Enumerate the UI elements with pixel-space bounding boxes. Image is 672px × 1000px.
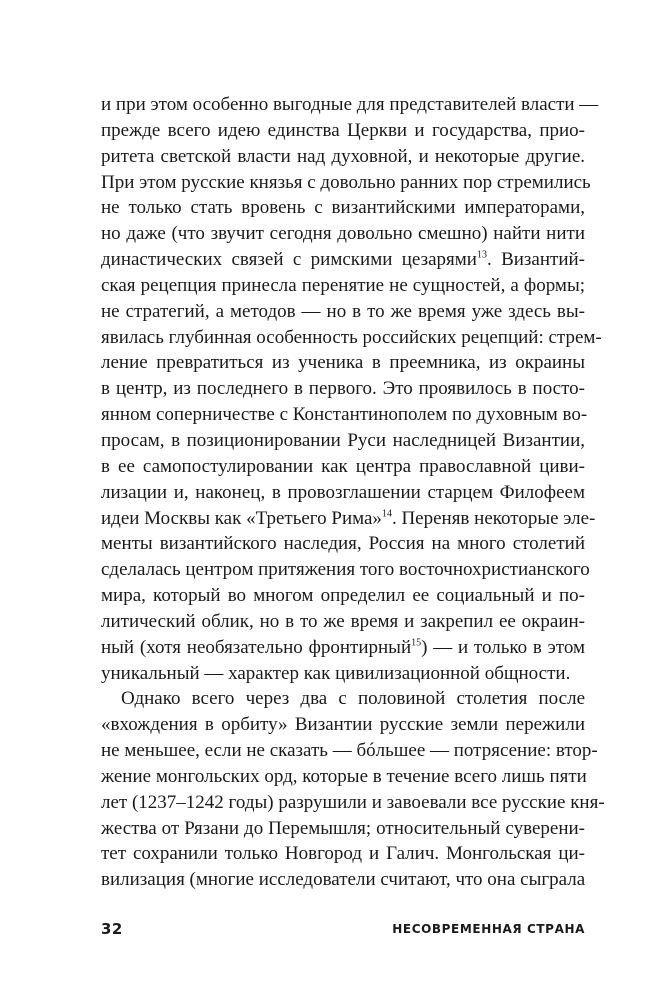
text-line: просам, в позиционировании Руси наследницей Византии,	[101, 429, 585, 451]
text-line: не меньшее, если не сказать — бóльшее — потрясение: втор-	[101, 740, 598, 762]
text-line	[101, 247, 585, 273]
text-line: ление превратиться из ученика в преемника, из окраины	[101, 352, 585, 374]
text-line: жение монгольских орд, которые в течение всего лишь пяти	[101, 765, 587, 787]
page-footer	[101, 920, 585, 940]
text-segment: . Византий-	[486, 249, 586, 271]
footnote-marker: 13	[476, 249, 487, 261]
text-line: в центр, из последнего в первого. Это проявилось в посто-	[101, 378, 585, 400]
text-line	[101, 635, 585, 661]
text-line: ская рецепция принесла перенятие не сущностей, а формы;	[101, 274, 585, 296]
text-line: не только стать вровень с византийскими императорами,	[101, 197, 585, 219]
text-line: не стратегий, а методов — но в то же время уже здесь вы-	[101, 300, 585, 322]
page-number: 32	[101, 920, 123, 938]
main-text	[101, 92, 605, 893]
text-line: тет сохранили только Новгород и Галич. Монгольская ци-	[101, 843, 585, 865]
text-line: жества от Рязани до Перемышля; относительный суверени-	[101, 817, 585, 839]
text-segment: династических связей с римскими цезарями	[101, 249, 477, 271]
text-line: янном соперничестве с Константинополем по духовным во-	[101, 404, 588, 426]
running-title: НЕСОВРЕМЕННАЯ СТРАНА	[392, 922, 585, 936]
footnote-marker: 14	[381, 508, 392, 520]
text-line: но даже (что звучит сегодня довольно смешно) найти нити	[101, 223, 585, 245]
text-line: уникальный — характер как цивилизационной общности.	[101, 662, 571, 684]
paragraph-1	[101, 92, 602, 686]
text-line: и при этом особенно выгодные для представителей власти —	[101, 94, 599, 115]
text-segment: идеи Москвы как «Третьего Рима»	[101, 507, 382, 529]
text-line: менты византийского наследия, Россия на много столетий	[101, 533, 585, 555]
text-line: в ее самопостулировании как центра православной циви-	[101, 455, 585, 477]
text-line	[101, 506, 596, 532]
text-line: Однако всего через два с половиной столетия после	[121, 688, 585, 710]
text-line: мира, который во многом определил ее социальный и по-	[101, 585, 585, 607]
footnote-marker: 15	[411, 637, 422, 649]
text-line: ритета светской власти над духовной, и некоторые другие.	[101, 145, 585, 167]
text-line: сделалась центром притяжения того восточнохристианского	[101, 559, 590, 581]
text-segment: . Переняв некоторые эле-	[391, 507, 596, 529]
text-line: вилизация (многие исследователи считают, что она сыграла	[101, 869, 586, 891]
text-line: «вхождения в орбиту» Византии русские земли пережили	[101, 714, 585, 736]
text-line: явилась глубинная особенность российских рецепций: стрем-	[101, 326, 602, 348]
text-segment: ный (хотя необязательно фронтирный	[101, 636, 412, 658]
paragraph-2	[101, 686, 605, 893]
text-line: прежде всего идею единства Церкви и государства, прио-	[101, 119, 585, 141]
text-line: литический облик, но в то же время и закрепил ее окраин-	[101, 610, 585, 632]
text-line: При этом русские князья с довольно ранних пор стремились	[101, 171, 591, 193]
text-segment: ) — и только в этом	[421, 636, 585, 658]
text-line: лет (1237–1242 годы) разрушили и завоевали все русские кня-	[101, 791, 605, 813]
text-line: лизации и, наконец, в провозглашении старцем Филофеем	[101, 481, 585, 503]
